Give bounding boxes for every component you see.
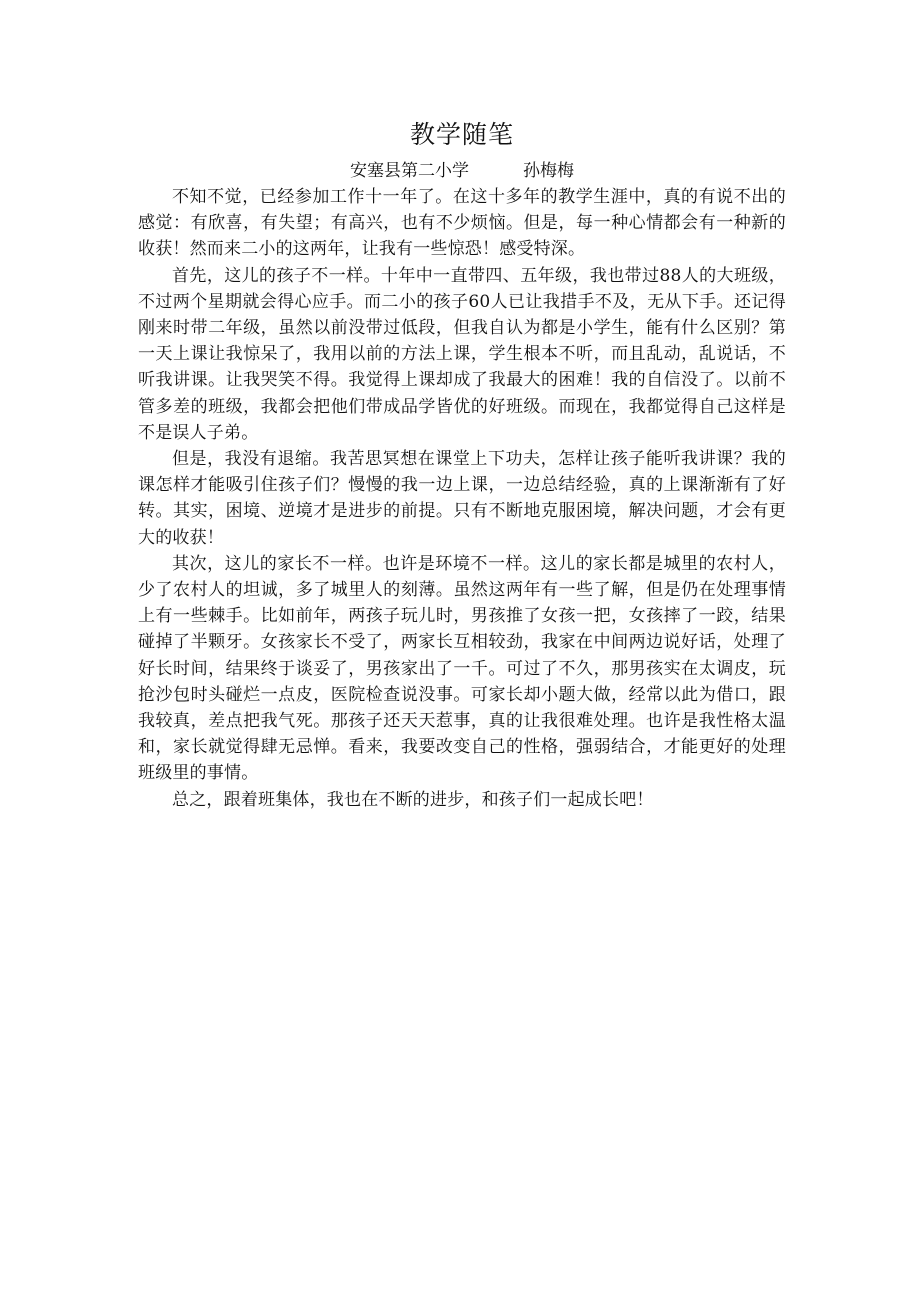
paragraph: 但是，我没有退缩。我苦思冥想在课堂上下功夫，怎样让孩子能听我讲课？我的课怎样才能吸引住孩子们？慢慢的我一边上课，一边总结经验，真的上课渐渐有了好转。其实，困境、逆境才是进步的前提。只有不断地克服困境，解决问题，才会有更大的收获！ — [138, 449, 786, 548]
byline — [138, 158, 786, 184]
document-body — [138, 184, 786, 813]
school-name: 安塞县第二小学 — [350, 161, 469, 181]
paragraph: 首先，这儿的孩子不一样。十年中一直带四、五年级，我也带过88人的大班级，不过两个星期就会得心应手。而二小的孩子60人已让我措手不及，无从下手。还记得刚来时带二年级，虽然以前没带过低段，但我自认为都是小学生，能有什么区别？第一天上课让我惊呆了，我用以前的方法上课，学生根本不听，而且乱动，乱说话，不听我讲课。让我哭笑不得。我觉得上课却成了我最大的困难！我的自信没了。以前不管多差的班级，我都会把他们带成品学皆优的好班级。而现在，我都觉得自己这样是不是误人子弟。 — [138, 265, 786, 443]
paragraph: 其次，这儿的家长不一样。也许是环境不一样。这儿的家长都是城里的农村人，少了农村人的坦诚，多了城里人的刻薄。虽然这两年有一些了解，但是仍在处理事情上有一些棘手。比如前年，两孩子玩儿时，男孩推了女孩一把，女孩摔了一跤，结果碰掉了半颗牙。女孩家长不受了，两家长互相较劲，我家在中间两边说好话，处理了好长时间，结果终于谈妥了，男孩家出了一千。可过了不久，那男孩实在太调皮，玩抢沙包时头碰烂一点皮，医院检查说没事。可家长却小题大做，经常以此为借口，跟我较真，差点把我气死。那孩子还天天惹事，真的让我很难处理。也许是我性格太温和，家长就觉得肆无忌惮。看来，我要改变自己的性格，强弱结合，才能更好的处理班级里的事情。 — [138, 553, 786, 784]
author-name: 孙梅梅 — [523, 161, 574, 181]
paragraph: 不知不觉，已经参加工作十一年了。在这十多年的教学生涯中，真的有说不出的感觉：有欣喜，有失望；有高兴，也有不少烦恼。但是，每一种心情都会有一种新的收获！然而来二小的这两年，让我有一些惊恐！感受特深。 — [138, 187, 786, 260]
paragraph: 总之，跟着班集体，我也在不断的进步，和孩子们一起成长吧！ — [172, 789, 654, 810]
document-page — [138, 116, 786, 813]
document-title: 教学随笔 — [409, 120, 514, 149]
